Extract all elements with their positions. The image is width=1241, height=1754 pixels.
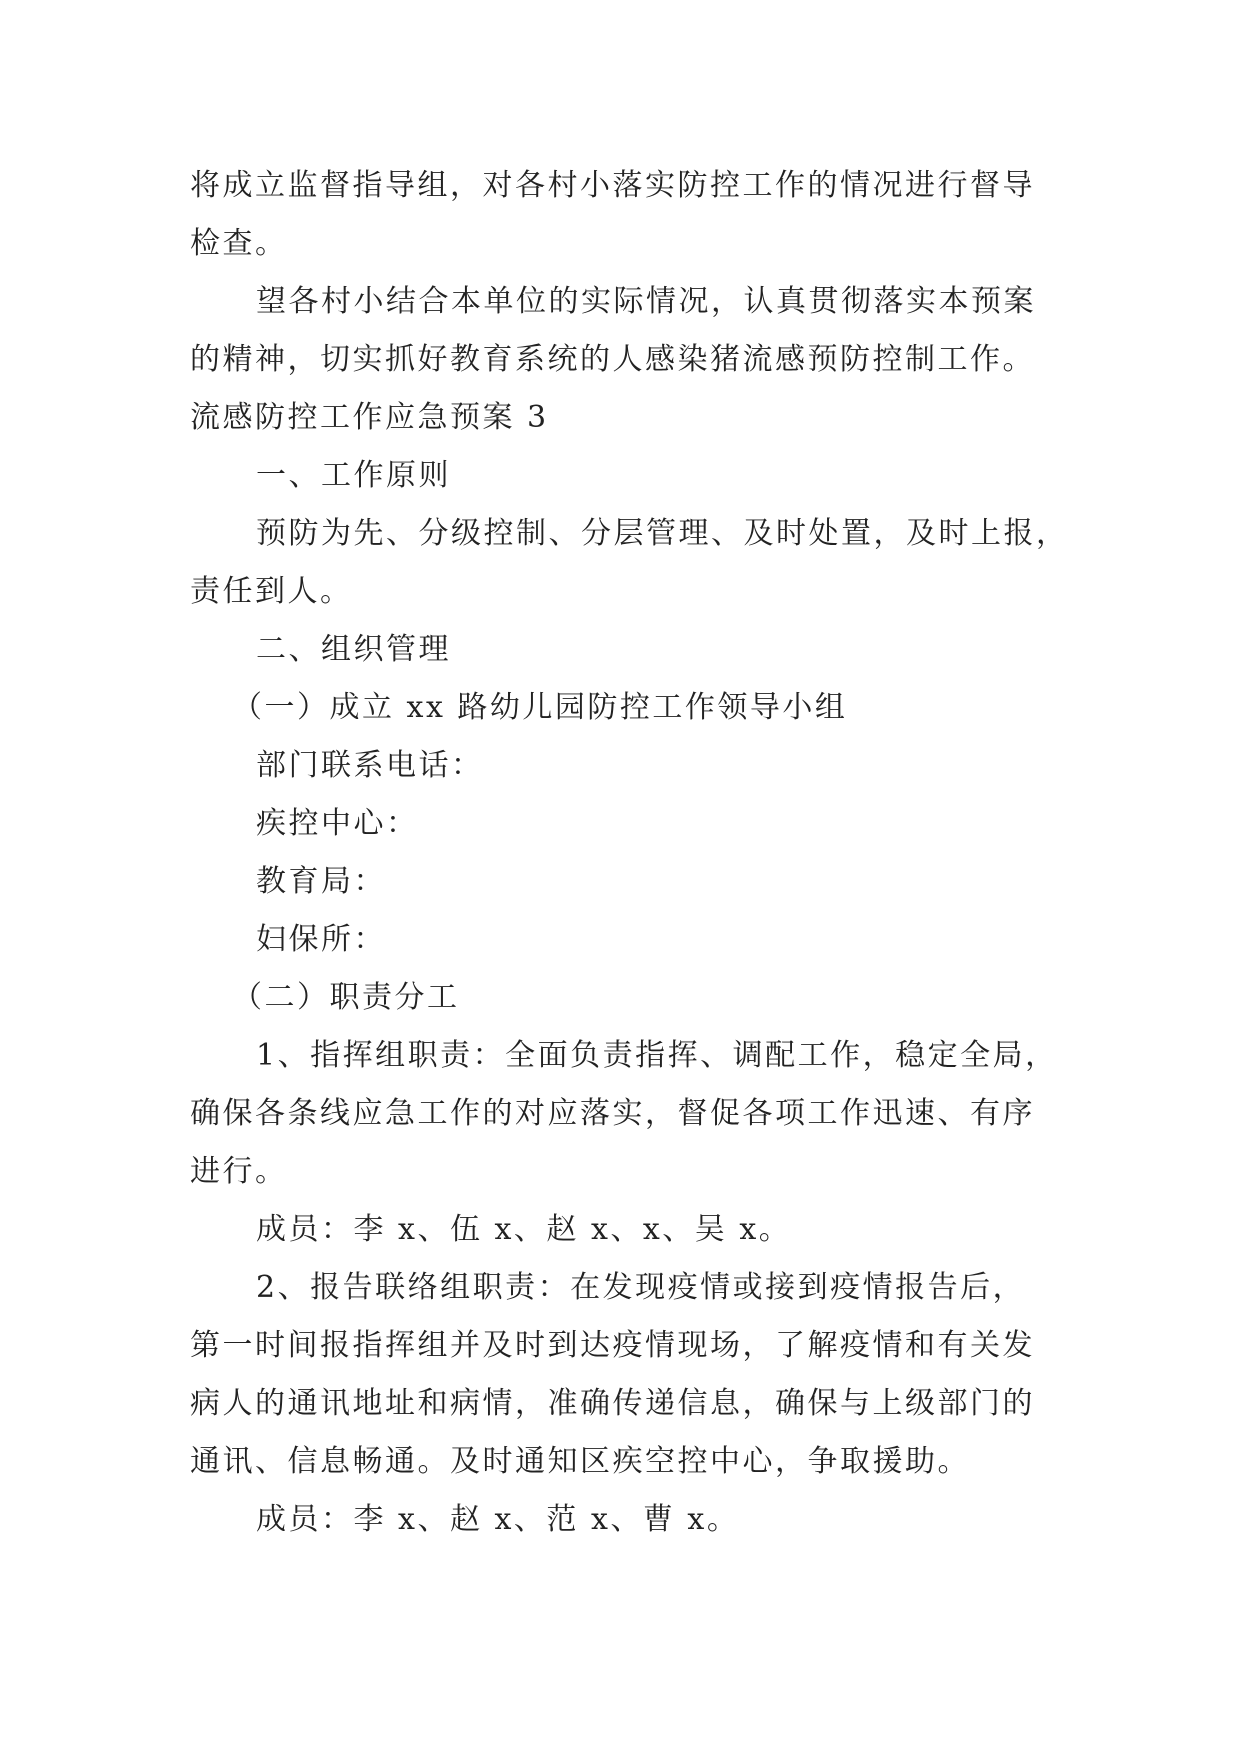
text-line: 部门联系电话：: [256, 748, 484, 783]
text-line: 成员：李 x、赵 x、范 x、曹 x。: [256, 1502, 740, 1537]
text-line: 望各村小结合本单位的实际情况，认真贯彻落实本预案: [256, 284, 1036, 319]
section-heading: 流感防控工作应急预案 3: [190, 400, 549, 435]
text-line: （一）成立 xx 路幼儿园防控工作领导小组: [232, 690, 848, 725]
text-line: 2、报告联络组职责：在发现疫情或接到疫情报告后，: [256, 1270, 1026, 1305]
text-line: （二）职责分工: [232, 980, 460, 1015]
text-line: 责任到人。: [190, 574, 353, 609]
text-line: 教育局：: [256, 864, 386, 899]
text-line: 1、指挥组职责：全面负责指挥、调配工作，稳定全局，: [256, 1038, 1058, 1073]
text-line: 通讯、信息畅通。及时通知区疾空控中心，争取援助。: [190, 1444, 970, 1479]
text-line: 疾控中心：: [256, 806, 419, 841]
text-line: 一、工作原则: [256, 458, 451, 493]
text-line: 确保各条线应急工作的对应落实，督促各项工作迅速、有序: [190, 1096, 1035, 1131]
text-line: 第一时间报指挥组并及时到达疫情现场，了解疫情和有关发: [190, 1328, 1035, 1363]
text-line: 的精神，切实抓好教育系统的人感染猪流感预防控制工作。: [190, 342, 1035, 377]
text-line: 妇保所：: [256, 922, 386, 957]
text-line: 检查。: [190, 226, 288, 261]
text-line: 进行。: [190, 1154, 288, 1189]
document-body: [190, 157, 1070, 1549]
text-line: 病人的通讯地址和病情，准确传递信息，确保与上级部门的: [190, 1386, 1035, 1421]
text-line: 成员：李 x、伍 x、赵 x、x、吴 x。: [256, 1212, 792, 1247]
text-line: 预防为先、分级控制、分层管理、及时处置，及时上报，: [256, 516, 1069, 551]
text-line: 将成立监督指导组，对各村小落实防控工作的情况进行督导: [190, 168, 1035, 203]
text-line: 二、组织管理: [256, 632, 451, 667]
